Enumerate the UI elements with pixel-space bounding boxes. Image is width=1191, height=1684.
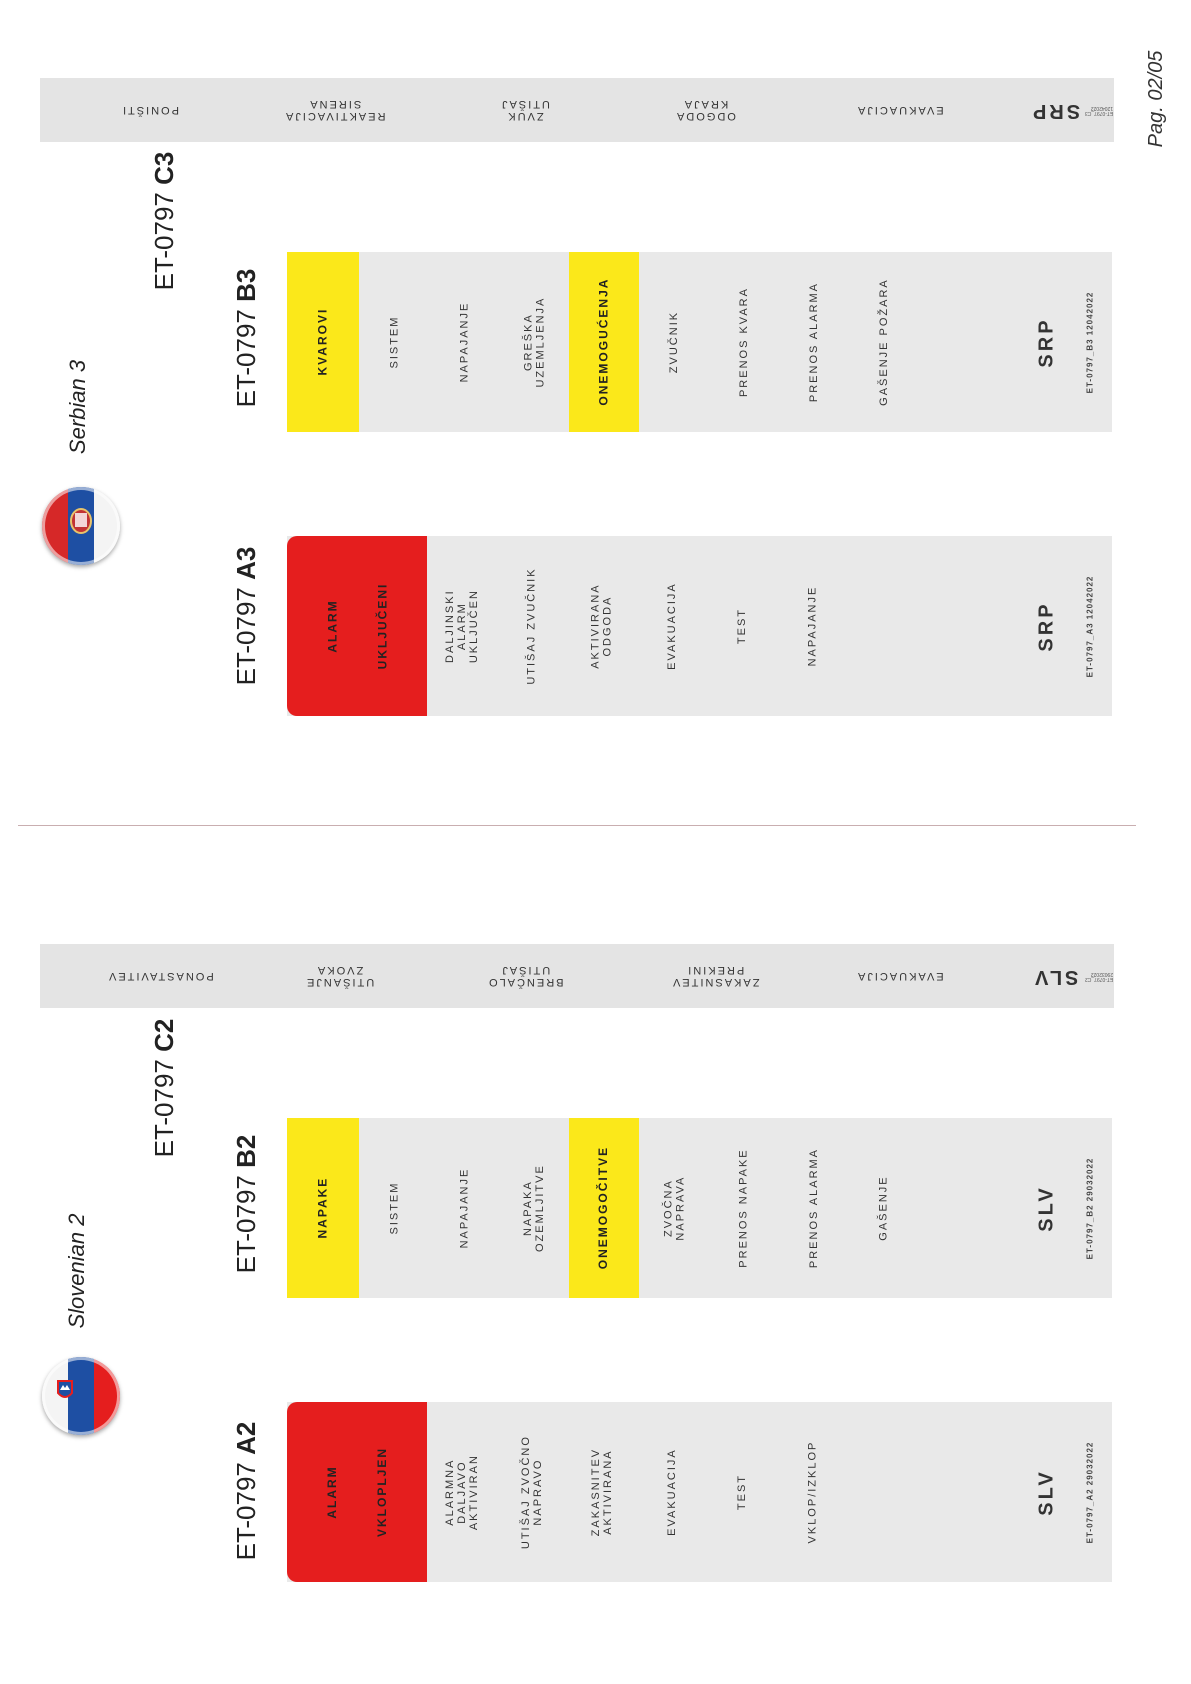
item-label: ZVUK UTIŠAJ: [500, 98, 550, 123]
card-b2-highlight: ONEMOGOČITVE: [569, 1118, 639, 1298]
item-label: ODGODA KRAJA: [674, 98, 736, 123]
item-label: PONIŠTI: [120, 104, 179, 117]
alarm-label: ALARM: [324, 1465, 339, 1519]
serial-number: ET-0797_A3 12042022: [1085, 575, 1095, 677]
item-label: EVAKUACIJA: [665, 582, 678, 670]
lang-code: SLV: [1035, 1184, 1058, 1232]
item-label: EVAKUACIJA: [665, 1448, 678, 1536]
item-label: SISTEM: [387, 315, 400, 369]
card-a3-header: [287, 536, 427, 716]
card-a2-panel: [287, 1402, 1112, 1582]
item-label: NAPAJANJE: [457, 1167, 470, 1249]
card-c3-panel: [40, 78, 1114, 142]
item-label: PONASTAVITEV: [106, 970, 214, 983]
item-label: TEST: [735, 607, 748, 645]
item-label: UTIŠAJ ZVUČNIK: [525, 567, 538, 685]
alarm-label: ALARM: [324, 599, 339, 653]
lang-code: SLV: [1031, 965, 1079, 988]
serial-number: ET-0797_A2 29032022: [1085, 1441, 1095, 1543]
serial-number: ET-0797_C3 12042022: [1084, 105, 1114, 116]
card-a3-code: ET-0797 A3: [231, 546, 261, 686]
item-label: PRENOS ALARMA: [807, 281, 820, 403]
card-b3-header: KVAROVI: [287, 252, 359, 432]
card-a3-panel: [287, 536, 1112, 716]
card-c2-panel: [40, 944, 1114, 1008]
item-label: SISTEM: [387, 1181, 400, 1235]
item-label: NAPAKA OZEMLJITVE: [521, 1164, 546, 1252]
slovenian-language-label: Slovenian 2: [64, 1213, 89, 1329]
item-label: TEST: [735, 1473, 748, 1511]
item-label: VKLOP/IZKLOP: [805, 1440, 818, 1544]
item-label: NAPAJANJE: [805, 585, 818, 667]
item-label: GREŠKA UZEMLJENJA: [521, 296, 546, 388]
lang-code: SLV: [1035, 1468, 1058, 1516]
item-label: EVAKUACIJA: [856, 970, 944, 983]
slovenian-flag-icon: [42, 1357, 120, 1435]
item-label: REAKTIVACIJA SIRENA: [284, 98, 386, 123]
item-label: NAPAJANJE: [457, 301, 470, 383]
card-b2-panel: [287, 1118, 1112, 1298]
lang-code: SRP: [1029, 99, 1081, 122]
item-label: ZAKASNITEV AKTIVIRANA: [589, 1447, 614, 1537]
card-c3-code: ET-0797 C3: [149, 151, 179, 291]
item-label: ZAKASNITEV PREKINI: [670, 964, 760, 989]
page-number: Pag. 02/05: [1145, 50, 1167, 148]
item-label: PRENOS NAPAKE: [737, 1148, 750, 1268]
lang-code: SRP: [1035, 600, 1058, 652]
alarm-sub-label: UKLJUČENI: [374, 582, 389, 670]
item-label: PRENOS KVARA: [737, 287, 750, 397]
card-b2-code: ET-0797 B2: [231, 1134, 261, 1274]
item-label: ZVOČNA NAPRAVA: [661, 1175, 686, 1241]
item-label: GAŠENJE: [877, 1175, 890, 1241]
item-label: UTIŠANJE ZVOKA: [305, 964, 375, 989]
item-label: GAŠENJE POŽARA: [877, 278, 890, 406]
card-a2-code: ET-0797 A2: [231, 1421, 261, 1561]
item-label: BRENČALO UTIŠAJ: [486, 964, 564, 989]
serbian-flag-icon: [42, 487, 120, 565]
alarm-sub-label: VKLOPLJEN: [374, 1446, 389, 1538]
item-label: PRENOS ALARMA: [807, 1147, 820, 1269]
item-label: ALARMNA DALJAVO AKTIVIRAN: [443, 1453, 481, 1531]
card-c2-code: ET-0797 C2: [149, 1018, 179, 1158]
item-label: EVAKUACIJA: [856, 104, 944, 117]
serial-number: ET-0797_C2 29032022: [1084, 971, 1114, 982]
item-label: ZVUČNIK: [667, 310, 680, 374]
serial-number: ET-0797_B3 12042022: [1085, 291, 1095, 393]
card-b3-code: ET-0797 B3: [231, 268, 261, 408]
item-label: AKTIVIRANA ODGODA: [589, 583, 614, 669]
lang-code: SRP: [1035, 316, 1058, 368]
section-divider: [18, 825, 1136, 826]
card-a2-header: [287, 1402, 427, 1582]
item-label: UTIŠAJ ZVOČNO NAPRAVO: [519, 1434, 545, 1550]
item-label: DALJINSKI ALARM UKLJUČEN: [443, 588, 481, 664]
card-b3-panel: [287, 252, 1112, 432]
card-b2-header: NAPAKE: [287, 1118, 359, 1298]
card-b3-highlight: ONEMOGUĆENJA: [569, 252, 639, 432]
serbian-language-label: Serbian 3: [65, 359, 90, 455]
serial-number: ET-0797_B2 29032022: [1085, 1157, 1095, 1259]
